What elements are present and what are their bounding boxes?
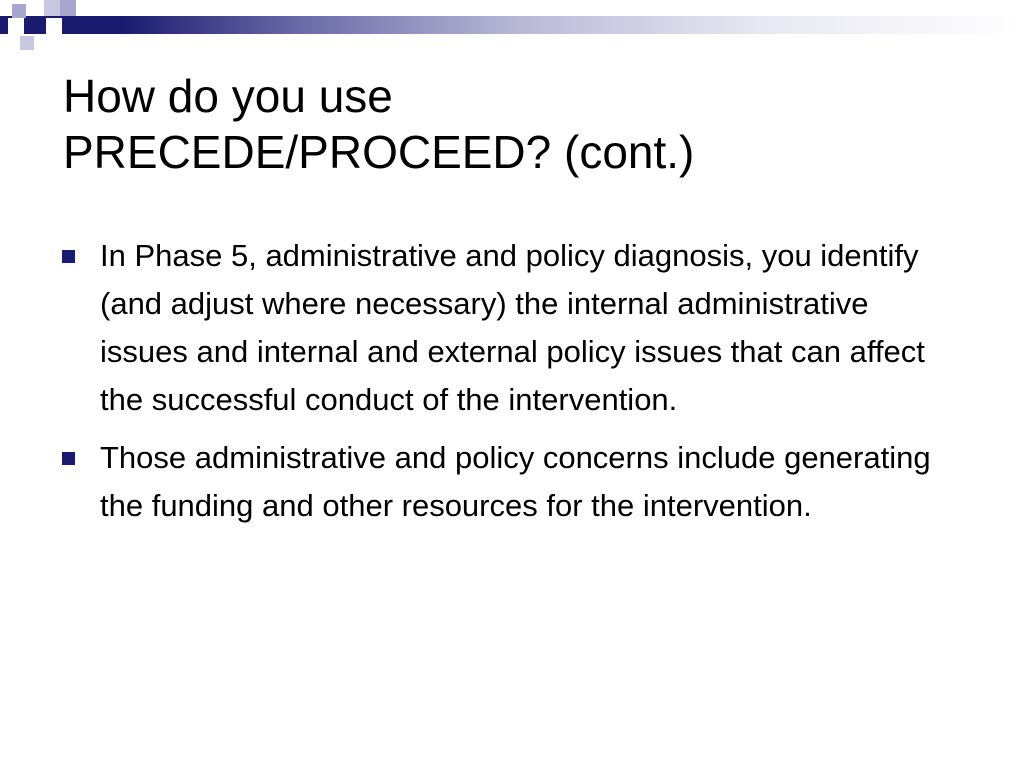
decor-square [26, 16, 44, 34]
slide-title [63, 68, 963, 180]
bullet-item [62, 434, 962, 530]
bullet-text: In Phase 5, administrative and policy diagnosis, you identify (and adjust where necessary) the internal administrative issues and internal and external policy issues that can affect the successful conduct of the intervention. [100, 238, 925, 417]
decor-square [44, 0, 60, 16]
square-bullet-icon [62, 250, 75, 263]
title-line: PRECEDE/PROCEED? (cont.) [63, 126, 695, 178]
header-gradient-bar [0, 16, 1024, 34]
decor-square [20, 36, 34, 50]
bullet-text: Those administrative and policy concerns include generating the funding and other resources for the intervention. [100, 440, 931, 523]
decor-square [60, 0, 76, 16]
decor-square [8, 18, 24, 34]
title-line: How do you use [63, 70, 393, 122]
decor-square [12, 4, 26, 18]
bullet-list [62, 232, 962, 530]
bullet-item [62, 232, 962, 424]
decor-square [46, 18, 62, 34]
square-bullet-icon [62, 452, 75, 465]
